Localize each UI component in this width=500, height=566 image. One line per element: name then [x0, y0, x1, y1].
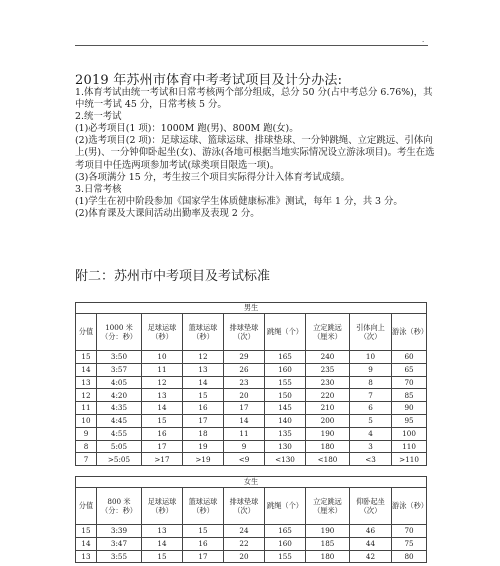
table-cell: 13 [76, 376, 97, 389]
table-cell: 230 [306, 376, 350, 389]
table-cell: 10 [142, 351, 183, 364]
table-cell: 14 [142, 402, 183, 415]
table-cell: 3:47 [97, 537, 142, 550]
table-cell: 70 [392, 525, 427, 538]
table-row [76, 440, 427, 453]
column-header: 分值 [76, 314, 97, 351]
table-cell: 85 [392, 389, 427, 402]
female-standards-table [75, 476, 427, 563]
table-cell: 165 [265, 351, 306, 364]
table-cell: 12 [183, 351, 224, 364]
table-caption: 女生 [76, 477, 427, 488]
column-header: 立定跳远（厘米） [306, 488, 350, 525]
table-cell: 13 [183, 363, 224, 376]
column-header: 游泳（秒） [392, 314, 427, 351]
table-cell: 17 [183, 414, 224, 427]
table-cell: 14 [76, 363, 97, 376]
table-cell: 7 [350, 389, 392, 402]
table-cell: 3:39 [97, 525, 142, 538]
table-cell: 180 [306, 440, 350, 453]
body-text [75, 87, 435, 220]
column-header: 排球垫球（次） [224, 488, 265, 525]
table-cell: 11 [76, 402, 97, 415]
table-cell: 23 [224, 376, 265, 389]
column-header: 排球垫球（次） [224, 314, 265, 351]
table-cell: 3:55 [97, 550, 142, 563]
table-cell: 190 [306, 525, 350, 538]
table-row [76, 363, 427, 376]
table-caption: 男生 [76, 303, 427, 314]
table-cell: 130 [265, 440, 306, 453]
table-cell: 4:45 [97, 414, 142, 427]
table-cell: 19 [183, 440, 224, 453]
table-cell: 14 [76, 537, 97, 550]
paragraph: 2.统一考试 [75, 111, 122, 123]
table-cell: 17 [183, 550, 224, 563]
table-cell: 26 [224, 363, 265, 376]
table-cell: 13 [142, 525, 183, 538]
column-header: 足球运球（秒） [142, 314, 183, 351]
paragraph: 1.体育考试由统一考试和日常考核两个部分组成，总分 50 分(占中考总分 6.76%)，其中统一考试 45 分，日常考核 5 分。 [75, 87, 433, 111]
table-row [76, 376, 427, 389]
table-cell: 10 [76, 414, 97, 427]
column-header: 引体向上（次） [350, 314, 392, 351]
table-cell: 15 [183, 525, 224, 538]
table-cell: 9 [350, 363, 392, 376]
column-header: 足球运球（秒） [142, 488, 183, 525]
table-cell: <180 [306, 453, 350, 466]
column-header: 篮球运球（秒） [183, 488, 224, 525]
table-cell: 17 [142, 440, 183, 453]
column-header: 跳绳（个） [265, 488, 306, 525]
column-header: 游泳（秒） [392, 488, 427, 525]
paragraph: 3.日常考核 [75, 183, 122, 195]
table-cell: 95 [392, 414, 427, 427]
table-cell: 9 [76, 427, 97, 440]
table-row [76, 525, 427, 538]
paragraph: (2)选考项目(2 项)：足球运球、篮球运球、排球垫球、一分钟跳绳、立定跳远、引体向上(男)、一分钟仰卧起坐(女)、游泳(各地可根据当地实际情况设立游泳项目)。考生在选考项目中任选两项参加考试(球类项目限选一项)。 [75, 135, 435, 171]
table-cell: 150 [265, 389, 306, 402]
table-cell: 180 [306, 550, 350, 563]
table-row [76, 453, 427, 466]
table-cell: 15 [183, 389, 224, 402]
table-row [76, 427, 427, 440]
table-row [76, 537, 427, 550]
table-cell: 155 [265, 376, 306, 389]
table-cell: 60 [392, 351, 427, 364]
table-cell: 185 [306, 537, 350, 550]
table-cell: 44 [350, 537, 392, 550]
table-cell: 18 [183, 427, 224, 440]
paragraph: (1)必考项目(1 项)：1000M 跑(男)、800M 跑(女)。 [75, 123, 299, 135]
table-cell: >19 [183, 453, 224, 466]
table-cell: 14 [183, 376, 224, 389]
table-row [76, 550, 427, 563]
table-cell: 14 [142, 537, 183, 550]
table-cell: 29 [224, 351, 265, 364]
table-cell: 145 [265, 402, 306, 415]
table-cell: <3 [350, 453, 392, 466]
table-cell: 42 [350, 550, 392, 563]
table-cell: 100 [392, 427, 427, 440]
table-cell: 17 [224, 402, 265, 415]
page-title: 2019 年苏州市体育中考考试项目及计分办法: [75, 73, 343, 88]
table-cell: 5:05 [97, 440, 142, 453]
table-cell: 4 [350, 427, 392, 440]
header-mark: . [422, 36, 425, 44]
table-cell: 160 [265, 537, 306, 550]
column-header: 跳绳（个） [265, 314, 306, 351]
table-cell: 20 [224, 389, 265, 402]
table-cell: 3 [350, 440, 392, 453]
table-cell: 6 [350, 402, 392, 415]
table-cell: 140 [265, 414, 306, 427]
table-cell: 110 [392, 440, 427, 453]
table-cell: 3:57 [97, 363, 142, 376]
table-cell: 80 [392, 550, 427, 563]
table-row [76, 402, 427, 415]
table-cell: 190 [306, 427, 350, 440]
table-cell: 155 [265, 550, 306, 563]
header-rule [75, 45, 428, 46]
table-cell: 12 [76, 389, 97, 402]
table-cell: 200 [306, 414, 350, 427]
table-cell: 11 [224, 427, 265, 440]
appendix-title: 附二：苏州市中考项目及考试标准 [75, 269, 271, 284]
table-cell: 165 [265, 525, 306, 538]
column-header: 篮球运球（秒） [183, 314, 224, 351]
table-row [76, 414, 427, 427]
table-cell: 15 [142, 550, 183, 563]
table-cell: 210 [306, 402, 350, 415]
table-cell: <9 [224, 453, 265, 466]
table-row [76, 351, 427, 364]
table-cell: 15 [76, 351, 97, 364]
table-cell: 4:05 [97, 376, 142, 389]
table-cell: 5 [350, 414, 392, 427]
table-cell: 220 [306, 389, 350, 402]
table-cell: 8 [350, 376, 392, 389]
table-cell: 15 [142, 414, 183, 427]
table-cell: 70 [392, 376, 427, 389]
table-cell: >110 [392, 453, 427, 466]
table-cell: 13 [76, 550, 97, 563]
column-header: 分值 [76, 488, 97, 525]
table-cell: 15 [76, 525, 97, 538]
paragraph: (2)体育课及大课间活动出勤率及表现 2 分。 [75, 207, 260, 219]
paragraph: (1)学生在初中阶段参加《国家学生体质健康标准》测试，每年 1 分，共 3 分。 [75, 195, 403, 207]
male-standards-table [75, 302, 427, 466]
paragraph: (3)各项满分 15 分，考生按三个项目实际得分计入体育考试成绩。 [75, 171, 350, 183]
table-cell: 7 [76, 453, 97, 466]
table-cell: >5:05 [97, 453, 142, 466]
table-cell: 75 [392, 537, 427, 550]
column-header: 800 米（分：秒） [97, 488, 142, 525]
table-cell: 4:35 [97, 402, 142, 415]
table-cell: 14 [224, 414, 265, 427]
table-cell: 16 [142, 427, 183, 440]
column-header: 仰卧起坐（次） [350, 488, 392, 525]
table-cell: 10 [350, 351, 392, 364]
table-cell: 24 [224, 525, 265, 538]
table-cell: >17 [142, 453, 183, 466]
table-cell: 240 [306, 351, 350, 364]
table-cell: 4:55 [97, 427, 142, 440]
table-cell: 8 [76, 440, 97, 453]
table-cell: 135 [265, 427, 306, 440]
table-cell: 12 [142, 376, 183, 389]
table-cell: 46 [350, 525, 392, 538]
table-cell: 11 [142, 363, 183, 376]
table-cell: 65 [392, 363, 427, 376]
table-cell: 9 [224, 440, 265, 453]
table-cell: 13 [142, 389, 183, 402]
table-cell: 16 [183, 537, 224, 550]
table-cell: 160 [265, 363, 306, 376]
column-header: 1000 米（分：秒） [97, 314, 142, 351]
table-cell: <130 [265, 453, 306, 466]
column-header: 立定跳远（厘米） [306, 314, 350, 351]
table-row [76, 389, 427, 402]
table-cell: 20 [224, 550, 265, 563]
table-cell: 16 [183, 402, 224, 415]
table-cell: 22 [224, 537, 265, 550]
table-cell: 4:20 [97, 389, 142, 402]
table-cell: 90 [392, 402, 427, 415]
table-cell: 3:50 [97, 351, 142, 364]
table-cell: 235 [306, 363, 350, 376]
